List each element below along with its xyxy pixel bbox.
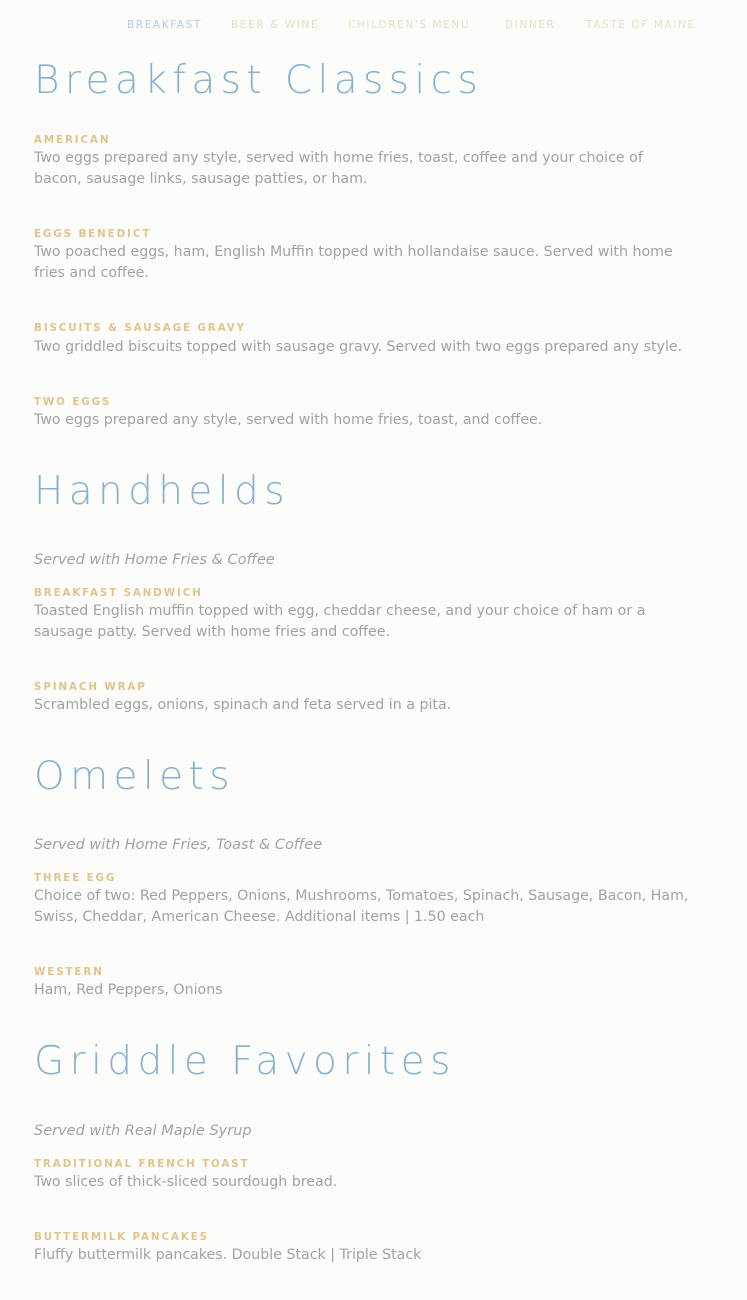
menu-item-description: Choice of two: Red Peppers, Onions, Mushrooms, Tomatoes, Spinach, Sausage, Bacon, Ham, Swiss, Cheddar, American Cheese. Additional items | 1.50 each	[34, 888, 689, 925]
menu-item-name: WESTERN	[34, 966, 104, 978]
menu-item-name: THREE EGG	[34, 872, 117, 884]
menu-category-nav	[0, 0, 747, 50]
menu-item-name: AMERICAN	[34, 134, 111, 146]
menu-item-description: Scrambled eggs, onions, spinach and feta served in a pita.	[34, 697, 452, 713]
menu-item-name: TWO EGGS	[34, 396, 112, 408]
menu-item-name: BUTTERMILK PANCAKES	[34, 1231, 209, 1243]
menu-item-description: Two eggs prepared any style, served with home fries, toast, and coffee.	[34, 412, 543, 428]
menu-item-description: Two eggs prepared any style, served with home fries, toast, coffee and your choice of bacon, sausage links, sausage patties, or ham.	[34, 150, 643, 187]
menu-item-description: Two slices of thick-sliced sourdough bread.	[34, 1174, 338, 1190]
nav-link-taste-of-maine[interactable]: TASTE OF MAINE	[586, 19, 696, 31]
menu-item-description: Fluffy buttermilk pancakes. Double Stack | Triple Stack	[34, 1247, 422, 1263]
menu-item-description: Two poached eggs, ham, English Muffin topped with hollandaise sauce. Served with home fries and coffee.	[34, 244, 673, 281]
menu-item-name: SPINACH WRAP	[34, 681, 147, 693]
menu-item-description: Two griddled biscuits topped with sausage gravy. Served with two eggs prepared any style.	[34, 339, 683, 355]
menu-item-name: TRADITIONAL FRENCH TOAST	[34, 1158, 250, 1170]
section-title: Breakfast Classics	[34, 58, 484, 103]
menu-item-name: BREAKFAST SANDWICH	[34, 587, 203, 599]
nav-link-breakfast[interactable]: BREAKFAST	[127, 19, 202, 31]
nav-link-beer-wine[interactable]: BEER & WINE	[231, 19, 320, 31]
menu-item-name: BISCUITS & SAUSAGE GRAVY	[34, 322, 246, 334]
section-title: Griddle Favorites	[34, 1039, 456, 1084]
section-title: Handhelds	[34, 469, 290, 514]
menu-item-description: Toasted English muffin topped with egg, cheddar cheese, and your choice of ham or a sausage patty. Served with home fries and coffee.	[34, 603, 646, 640]
menu-item-description: Ham, Red Peppers, Onions	[34, 982, 223, 998]
section-subtitle: Served with Real Maple Syrup	[34, 1123, 252, 1139]
nav-link-dinner[interactable]: DINNER	[505, 19, 556, 31]
section-title: Omelets	[34, 754, 235, 799]
menu-item-name: EGGS BENEDICT	[34, 228, 152, 240]
section-subtitle: Served with Home Fries & Coffee	[34, 552, 275, 568]
section-subtitle: Served with Home Fries, Toast & Coffee	[34, 837, 323, 853]
nav-link-childrens-menu[interactable]: CHILDREN'S MENU	[348, 19, 471, 31]
